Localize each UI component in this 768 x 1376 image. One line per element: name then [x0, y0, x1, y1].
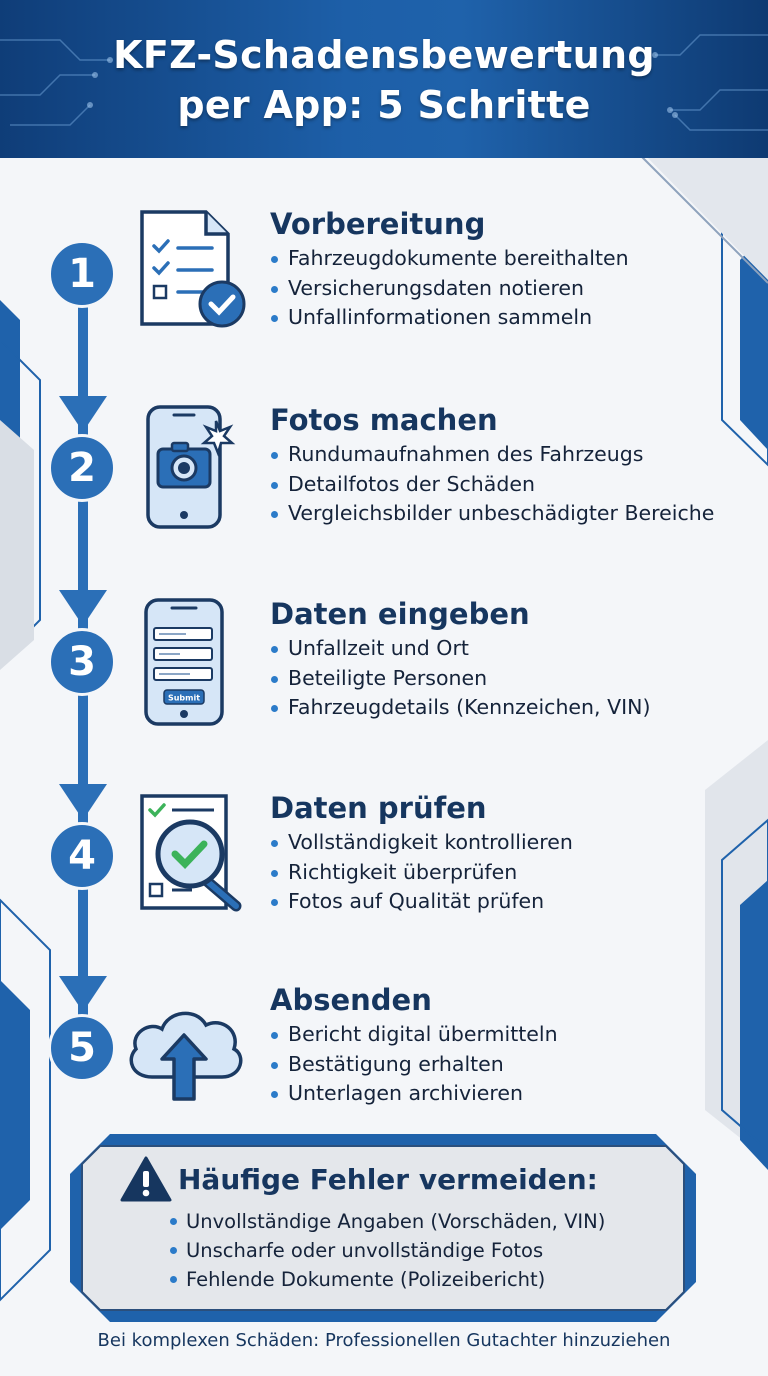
bullet-list [270, 1020, 750, 1109]
list-item: Versicherungsdaten notieren [270, 274, 750, 304]
step-3-content [270, 596, 750, 723]
step-number-3: 3 [48, 628, 116, 696]
page-title [0, 30, 768, 130]
step-1-content [270, 206, 750, 333]
list-item: Richtigkeit überprüfen [270, 858, 750, 888]
arrow-down-icon [59, 976, 107, 1012]
list-item: Bestätigung erhalten [270, 1050, 750, 1080]
list-item: Vollständigkeit kontrollieren [270, 828, 750, 858]
list-item: Fehlende Dokumente (Polizeibericht) [170, 1265, 605, 1294]
smartphone-form-icon [128, 598, 246, 726]
smartphone-camera-icon [128, 403, 246, 531]
bullet-list [270, 244, 750, 333]
step-2-content [270, 402, 750, 529]
list-item: Unfallinformationen sammeln [270, 303, 750, 333]
title-line-2: per App: 5 Schritte [177, 83, 591, 127]
step-title: Vorbereitung [270, 207, 486, 241]
step-number-4: 4 [48, 822, 116, 890]
step-title: Daten eingeben [270, 597, 530, 631]
list-item: Beteiligte Personen [270, 664, 750, 694]
arrow-down-icon [59, 784, 107, 820]
arrow-down-icon [59, 396, 107, 432]
step-number-1: 1 [48, 240, 116, 308]
bullet-list [270, 440, 750, 529]
list-item: Unterlagen archivieren [270, 1079, 750, 1109]
title-line-1: KFZ-Schadensbewertung [113, 33, 655, 77]
header-banner [0, 0, 768, 158]
arrow-down-icon [59, 590, 107, 626]
list-item: Unscharfe oder unvollständige Fotos [170, 1236, 605, 1265]
warning-list [170, 1207, 605, 1294]
list-item: Vergleichsbilder unbeschädigter Bereiche [270, 499, 750, 529]
cloud-upload-icon [122, 990, 248, 1118]
step-number-5: 5 [48, 1014, 116, 1082]
checklist-document-icon [128, 206, 246, 334]
list-item: Fahrzeugdokumente bereithalten [270, 244, 750, 274]
step-title: Daten prüfen [270, 791, 487, 825]
bullet-list [270, 828, 750, 917]
footer-note: Bei komplexen Schäden: Professionellen Gutachter hinzuziehen [97, 1330, 671, 1351]
bullet-list [270, 634, 750, 723]
step-4-content [270, 790, 750, 917]
step-title: Fotos machen [270, 403, 498, 437]
list-item: Fahrzeugdetails (Kennzeichen, VIN) [270, 693, 750, 723]
list-item: Rundumaufnahmen des Fahrzeugs [270, 440, 750, 470]
list-item: Unfallzeit und Ort [270, 634, 750, 664]
warning-triangle-icon [120, 1156, 172, 1202]
step-5-content [270, 982, 750, 1109]
document-magnifier-check-icon [128, 792, 246, 920]
warning-title: Häufige Fehler vermeiden: [178, 1163, 598, 1196]
step-number-2: 2 [48, 434, 116, 502]
list-item: Fotos auf Qualität prüfen [270, 887, 750, 917]
list-item: Detailfotos der Schäden [270, 470, 750, 500]
list-item: Bericht digital übermitteln [270, 1020, 750, 1050]
step-title: Absenden [270, 983, 432, 1017]
submit-label: Submit [167, 693, 201, 703]
list-item: Unvollständige Angaben (Vorschäden, VIN) [170, 1207, 605, 1236]
